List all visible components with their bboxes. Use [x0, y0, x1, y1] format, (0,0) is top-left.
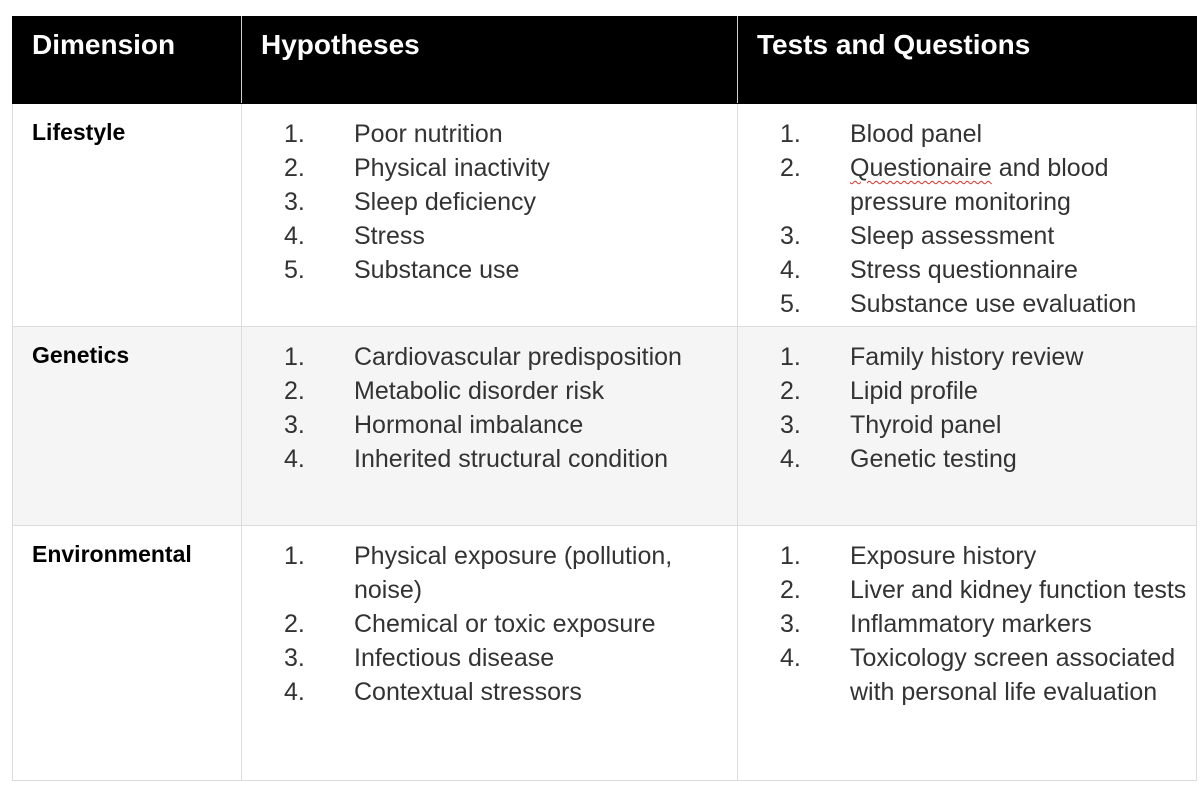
header-cell-dimension[interactable]: [13, 17, 242, 104]
hypotheses-list: [242, 327, 737, 476]
item-number: 2.: [284, 377, 305, 405]
dimension-cell[interactable]: [13, 526, 242, 781]
list-item: [738, 539, 1196, 573]
list-item: [242, 675, 737, 709]
item-number: 5.: [284, 256, 305, 284]
dimension-cell[interactable]: [13, 327, 242, 526]
item-text: Substance use: [354, 256, 520, 284]
item-number: 2.: [780, 576, 801, 604]
item-number: 3.: [780, 222, 801, 250]
list-item: [242, 641, 737, 675]
item-text: Blood panel: [850, 120, 983, 148]
item-text: Sleep assessment: [850, 222, 1055, 250]
item-number: 4.: [780, 445, 801, 473]
list-item: [738, 641, 1196, 709]
list-item: [738, 219, 1196, 253]
item-number: 3.: [284, 411, 305, 439]
list-item: [242, 253, 737, 287]
item-text: Toxicology screen associated with personal life evaluation: [850, 644, 1176, 706]
table-row-lifestyle: [13, 104, 1197, 327]
tests-list: [738, 104, 1196, 321]
item-number: 1.: [284, 343, 305, 371]
item-text: and blood pressure monitoring: [850, 154, 1109, 216]
item-number: 3.: [780, 610, 801, 638]
hypotheses-list: [242, 104, 737, 287]
list-item: [242, 117, 737, 151]
item-text: Chemical or toxic exposure: [354, 610, 656, 638]
header-cell-hypotheses[interactable]: [242, 17, 738, 104]
list-item: [738, 408, 1196, 442]
hypotheses-cell[interactable]: [242, 327, 738, 526]
item-number: 4.: [284, 222, 305, 250]
tests-cell[interactable]: [738, 327, 1197, 526]
item-text: Poor nutrition: [354, 120, 503, 148]
item-number: 3.: [780, 411, 801, 439]
list-item: [242, 442, 737, 476]
item-text: Liver and kidney function tests: [850, 576, 1187, 604]
item-number: 1.: [284, 542, 305, 570]
item-text: Physical inactivity: [354, 154, 550, 182]
item-text: Stress questionnaire: [850, 256, 1078, 284]
list-item: [738, 151, 1196, 219]
list-item: [242, 219, 737, 253]
item-number: 4.: [284, 445, 305, 473]
list-item: [242, 374, 737, 408]
dimension-label: Environmental: [32, 541, 192, 567]
list-item: [242, 607, 737, 641]
tests-cell[interactable]: [738, 526, 1197, 781]
dimension-cell[interactable]: [13, 104, 242, 327]
header-hypotheses: Hypotheses: [261, 29, 420, 60]
item-text: Inherited structural condition: [354, 445, 669, 473]
hypotheses-cell[interactable]: [242, 104, 738, 327]
item-number: 1.: [284, 120, 305, 148]
item-number: 2.: [780, 377, 801, 405]
list-item: [242, 185, 737, 219]
tests-cell[interactable]: [738, 104, 1197, 327]
item-text: Family history review: [850, 343, 1084, 371]
header-tests: Tests and Questions: [757, 29, 1031, 60]
list-item: [738, 442, 1196, 476]
item-text: Cardiovascular predisposition: [354, 343, 682, 371]
item-number: 2.: [284, 154, 305, 182]
item-number: 2.: [780, 154, 801, 182]
table-row-genetics: [13, 327, 1197, 526]
item-number: 1.: [780, 542, 801, 570]
item-text: Sleep deficiency: [354, 188, 537, 216]
header-row: [13, 17, 1197, 104]
list-item: [738, 374, 1196, 408]
item-text: Substance use evaluation: [850, 290, 1137, 318]
item-text: Lipid profile: [850, 377, 978, 405]
dimension-label: Lifestyle: [32, 119, 126, 145]
header-cell-tests[interactable]: [738, 17, 1197, 104]
tests-list: [738, 327, 1196, 476]
tests-list: [738, 526, 1196, 709]
item-text: Genetic testing: [850, 445, 1017, 473]
item-number: 4.: [780, 256, 801, 284]
item-text: Inflammatory markers: [850, 610, 1092, 638]
item-number: 1.: [780, 120, 801, 148]
item-text: Thyroid panel: [850, 411, 1002, 439]
list-item: [738, 607, 1196, 641]
list-item: [242, 151, 737, 185]
list-item: [242, 539, 737, 607]
list-item: [242, 340, 737, 374]
dimension-label: Genetics: [32, 342, 130, 368]
item-number: 5.: [780, 290, 801, 318]
item-number: 3.: [284, 644, 305, 672]
hypotheses-cell[interactable]: [242, 526, 738, 781]
table-row-environmental: [13, 526, 1197, 781]
misspelled-word[interactable]: Questionaire: [850, 154, 992, 182]
list-item: [738, 573, 1196, 607]
hypotheses-list: [242, 526, 737, 709]
item-text: Exposure history: [850, 542, 1037, 570]
item-text: Hormonal imbalance: [354, 411, 584, 439]
item-number: 3.: [284, 188, 305, 216]
item-text: Physical exposure (pollution, noise): [354, 542, 673, 604]
item-number: 4.: [284, 678, 305, 706]
item-text: Infectious disease: [354, 644, 555, 672]
item-text: Contextual stressors: [354, 678, 582, 706]
list-item: [738, 117, 1196, 151]
list-item: [738, 287, 1196, 321]
list-item: [738, 253, 1196, 287]
item-number: 4.: [780, 644, 801, 672]
item-number: 1.: [780, 343, 801, 371]
hypotheses-table: [12, 16, 1197, 781]
list-item: [242, 408, 737, 442]
item-text: Stress: [354, 222, 425, 250]
item-number: 2.: [284, 610, 305, 638]
item-text: Metabolic disorder risk: [354, 377, 605, 405]
list-item: [738, 340, 1196, 374]
header-dimension: Dimension: [32, 29, 176, 60]
